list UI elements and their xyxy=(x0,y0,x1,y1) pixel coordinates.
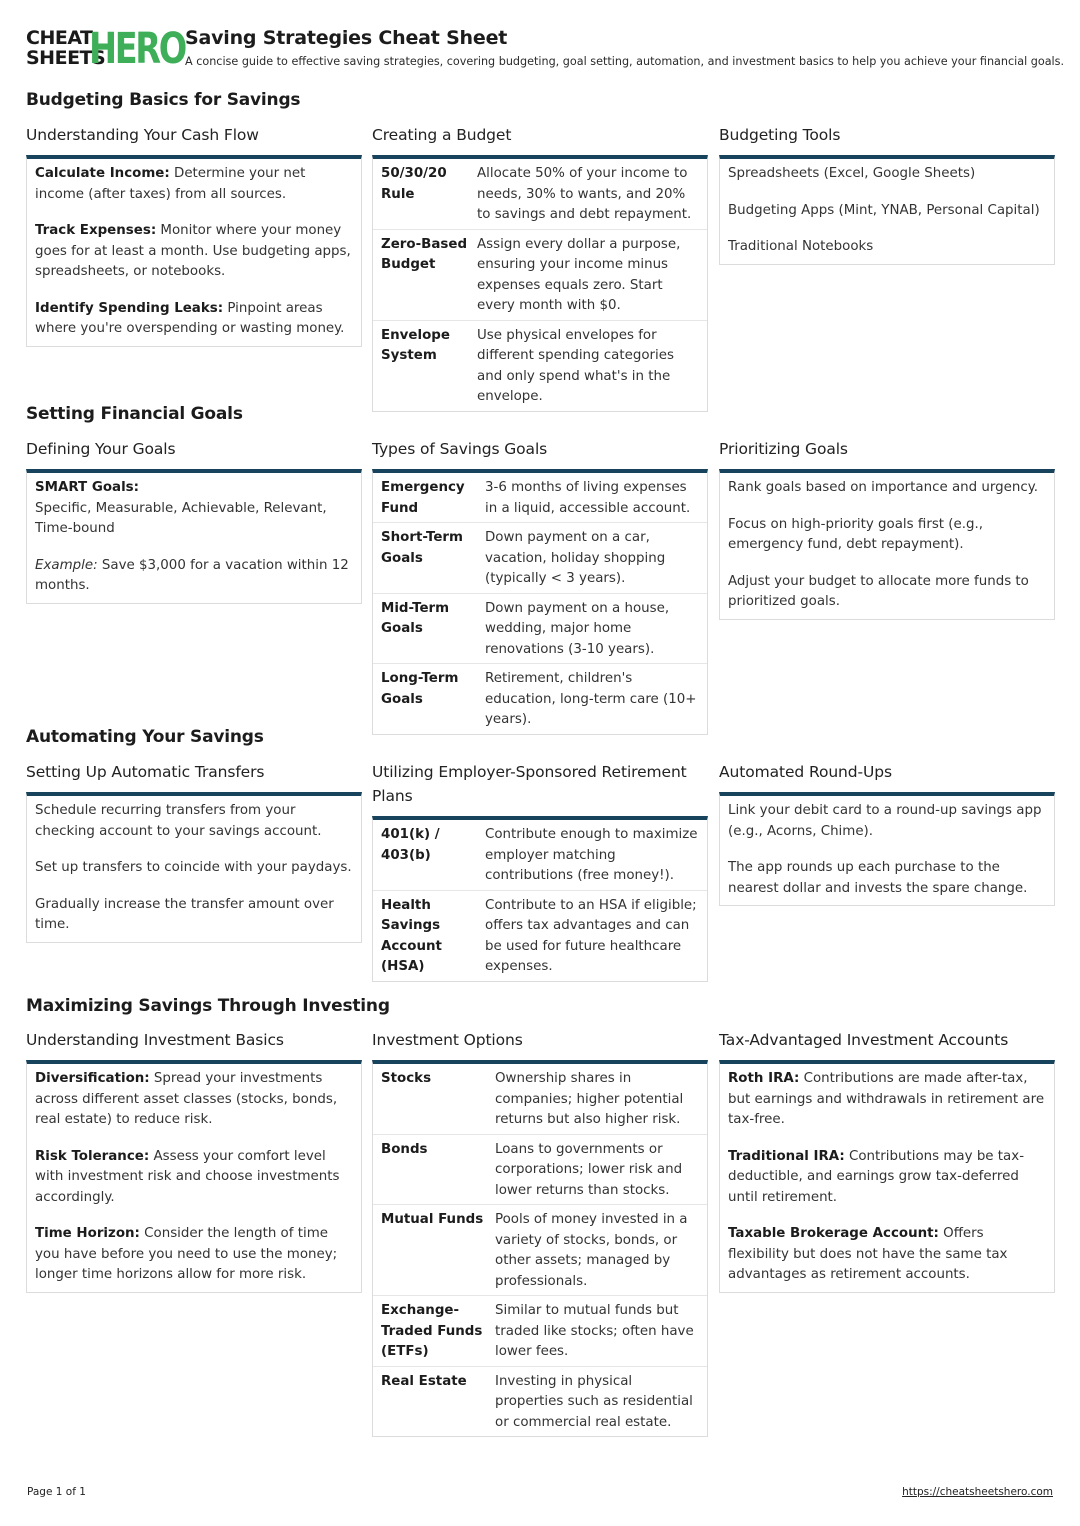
table-row xyxy=(373,321,707,411)
card-title-automatic-transfers: Setting Up Automatic Transfers xyxy=(26,763,265,781)
card-round-ups xyxy=(719,792,1055,906)
table-row xyxy=(373,230,707,321)
list-item: Traditional Notebooks xyxy=(728,239,874,254)
row-key: Exchange-Traded Funds (ETFs) xyxy=(381,1303,483,1359)
table-row xyxy=(373,664,707,734)
row-value: Investing in physical properties such as residential or commercial real estate. xyxy=(495,1373,693,1430)
row-value: Contribute to an HSA if eligible; offers tax advantages and can be used for future healthcare expenses. xyxy=(485,897,697,974)
row-key: Stocks xyxy=(381,1071,432,1086)
cheatsheetshero-logo[interactable] xyxy=(26,24,185,74)
list-item: Set up transfers to coincide with your paydays. xyxy=(35,860,352,875)
row-value: Ownership shares in companies; higher potential returns but also higher risk. xyxy=(495,1071,684,1127)
list-item: Link your debit card to a round-up savings app (e.g., Acorns, Chime). xyxy=(728,803,1042,839)
row-key: Mid-Term Goals xyxy=(381,600,450,636)
card-budgeting-tools xyxy=(719,155,1055,265)
table-row xyxy=(373,1135,707,1206)
page-number: Page 1 of 1 xyxy=(27,1486,86,1498)
list-item: Focus on high-priority goals first (e.g., emergency fund, debt repayment). xyxy=(728,516,984,552)
table-row xyxy=(373,1367,707,1437)
card-title-budgeting-tools: Budgeting Tools xyxy=(719,126,841,144)
row-key: 401(k) / 403(b) xyxy=(381,827,440,863)
row-value: Retirement, children's education, long-term care (10+ years). xyxy=(485,671,697,727)
card-title-investment-basics: Understanding Investment Basics xyxy=(26,1031,284,1049)
list-item: Identify Spending Leaks: Pinpoint areas where you're overspending or wasting money. xyxy=(35,300,345,336)
section-title-financial-goals: Setting Financial Goals xyxy=(26,404,243,424)
card-title-round-ups: Automated Round-Ups xyxy=(719,763,892,781)
row-value: 3-6 months of living expenses in a liquid, accessible account. xyxy=(485,480,691,516)
card-investment-options xyxy=(372,1060,708,1437)
row-key: Zero-Based Budget xyxy=(381,236,468,272)
table-row xyxy=(373,1205,707,1296)
row-value: Similar to mutual funds but traded like stocks; often have lower fees. xyxy=(495,1303,694,1359)
list-item: Calculate Income: Determine your net income (after taxes) from all sources. xyxy=(35,166,306,202)
list-item: Traditional IRA: Contributions may be tax-deductible, and earnings grow tax-deferred until retirement. xyxy=(728,1148,1025,1205)
list-item: Taxable Brokerage Account: Offers flexibility but does not have the same tax advantages as retirement accounts. xyxy=(728,1226,1008,1282)
list-item: Adjust your budget to allocate more funds to prioritized goals. xyxy=(728,573,1029,609)
card-title-tax-advantaged: Tax-Advantaged Investment Accounts xyxy=(719,1031,1009,1049)
row-value: Down payment on a house, wedding, major home renovations (3-10 years). xyxy=(485,600,670,657)
row-key: Real Estate xyxy=(381,1373,467,1389)
row-key: 50/30/20 Rule xyxy=(381,166,447,202)
page-subtitle: A concise guide to effective saving strategies, covering budgeting, goal setting, automation, and investment basics to help you achieve your financial goals. xyxy=(185,55,1065,68)
row-value: Pools of money invested in a variety of stocks, bonds, or other assets; managed by professionals. xyxy=(495,1212,688,1289)
row-value: Contribute enough to maximize employer matching contributions (free money!). xyxy=(485,827,698,883)
section-title-budgeting-basics: Budgeting Basics for Savings xyxy=(26,90,301,110)
section-title-automating-savings: Automating Your Savings xyxy=(26,727,264,747)
list-item: Diversification: Spread your investments across different asset classes (stocks, bonds, real estate) to reduce risk. xyxy=(35,1071,338,1127)
card-title-types-of-goals: Types of Savings Goals xyxy=(372,440,548,458)
card-title-cash-flow: Understanding Your Cash Flow xyxy=(26,126,259,144)
card-title-investment-options: Investment Options xyxy=(372,1031,523,1049)
row-value: Use physical envelopes for different spending categories and only spend what's in the envelope. xyxy=(477,327,674,404)
card-title-prioritizing-goals: Prioritizing Goals xyxy=(719,440,848,458)
list-item: Time Horizon: Consider the length of time you have before you need to use the money; longer time horizons allow for more risk. xyxy=(35,1226,338,1282)
row-key: Envelope System xyxy=(381,327,450,363)
card-prioritizing-goals xyxy=(719,469,1055,620)
card-types-of-goals xyxy=(372,469,708,735)
list-item: Track Expenses: Monitor where your money goes for at least a month. Use budgeting apps, spreadsheets, or notebooks. xyxy=(35,223,351,279)
table-row xyxy=(373,523,707,594)
list-item: Gradually increase the transfer amount over time. xyxy=(35,896,334,932)
row-value: Allocate 50% of your income to needs, 30% to wants, and 20% to savings and debt repayment. xyxy=(477,166,692,222)
list-item: Rank goals based on importance and urgency. xyxy=(728,480,1039,495)
card-investment-basics xyxy=(26,1060,362,1293)
card-automatic-transfers xyxy=(26,792,362,943)
list-item: Spreadsheets (Excel, Google Sheets) xyxy=(728,166,976,181)
row-key: Mutual Funds xyxy=(381,1212,484,1227)
card-title-creating-budget: Creating a Budget xyxy=(372,126,512,144)
card-title-employer-plans: Utilizing Employer-Sponsored Retirement Plans xyxy=(372,763,687,805)
row-key: Long-Term Goals xyxy=(381,671,459,707)
logo-text-sheets: SHEETS xyxy=(26,47,106,69)
row-value: Loans to governments or corporations; lower risk and lower returns than stocks. xyxy=(495,1141,683,1198)
table-row xyxy=(373,473,707,523)
card-employer-plans xyxy=(372,816,708,982)
row-value: Down payment on a car, vacation, holiday shopping (typically < 3 years). xyxy=(485,530,666,586)
table-row xyxy=(373,159,707,230)
row-key: Health Savings Account (HSA) xyxy=(381,897,442,974)
list-item: Budgeting Apps (Mint, YNAB, Personal Capital) xyxy=(728,202,1040,218)
row-key: Emergency Fund xyxy=(381,480,465,516)
smart-goals-item: SMART Goals: Specific, Measurable, Achievable, Relevant, Time-bound xyxy=(35,480,327,536)
logo-text-hero: HERO xyxy=(89,24,185,74)
section-title-investing: Maximizing Savings Through Investing xyxy=(26,996,390,1016)
row-key: Short-Term Goals xyxy=(381,530,463,566)
table-row xyxy=(373,820,707,891)
list-item: Roth IRA: Contributions are made after-tax, but earnings and withdrawals in retirement are tax-free. xyxy=(728,1071,1045,1127)
logo-text-cheat: CHEAT xyxy=(26,27,93,49)
table-row xyxy=(373,1064,707,1135)
table-row xyxy=(373,594,707,665)
table-row xyxy=(373,1296,707,1367)
list-item: Schedule recurring transfers from your checking account to your savings account. xyxy=(35,803,322,839)
card-defining-goals xyxy=(26,469,362,604)
row-key: Bonds xyxy=(381,1141,428,1157)
list-item: Risk Tolerance: Assess your comfort level with investment risk and choose investments accordingly. xyxy=(35,1148,340,1205)
table-row xyxy=(373,891,707,981)
row-value: Assign every dollar a purpose, ensuring your income minus expenses equals zero. Start every month with $0. xyxy=(477,236,681,313)
card-tax-advantaged xyxy=(719,1060,1055,1293)
list-item: The app rounds up each purchase to the nearest dollar and invests the spare change. xyxy=(728,860,1028,896)
card-creating-budget xyxy=(372,155,708,412)
page-header xyxy=(26,24,1065,74)
example-item: Example: Save $3,000 for a vacation within 12 months. xyxy=(35,557,349,593)
footer-link[interactable]: https://cheatsheetshero.com xyxy=(902,1486,1053,1498)
card-cash-flow xyxy=(26,155,362,347)
page-title: Saving Strategies Cheat Sheet xyxy=(185,27,508,49)
card-title-defining-goals: Defining Your Goals xyxy=(26,440,176,458)
